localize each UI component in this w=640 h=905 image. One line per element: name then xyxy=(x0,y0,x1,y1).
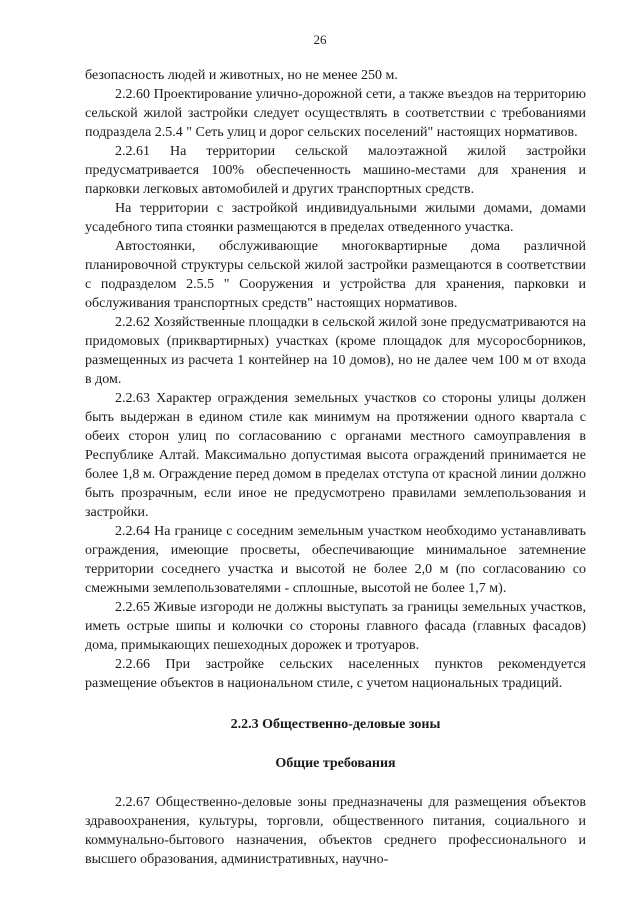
paragraph: 2.2.60 Проектирование улично-дорожной сети, а также въездов на территорию сельской жилой застройки следует осуществлять в соответствии с требованиями подраздела 2.5.4 " Сеть улиц и дорог сельских поселений" настоящих нормативов. xyxy=(85,87,586,140)
paragraph: Автостоянки, обслуживающие многоквартирные дома различной планировочной структуры сельской жилой застройки размещаются в соответствии с подразделом 2.5.5 " Сооружения и устройства для хранения, парковки и обслуживания транспортных средств" настоящих нормативов. xyxy=(85,239,586,311)
paragraph: На территории с застройкой индивидуальными жилыми домами, домами усадебного типа стоянки размещаются в пределах отведенного участка. xyxy=(85,201,586,235)
paragraph: 2.2.62 Хозяйственные площадки в сельской жилой зоне предусматриваются на придомовых (приквартирных) участках (кроме площадок для мусоросборников, размещенных из расчета 1 контейнер на 10 домов), но не далее чем 100 м от входа в дом. xyxy=(85,315,586,387)
page-number: 26 xyxy=(313,32,327,47)
paragraph: безопасность людей и животных, но не менее 250 м. xyxy=(85,68,398,83)
paragraph: 2.2.66 При застройке сельских населенных пунктов рекомендуется размещение объектов в национальном стиле, с учетом национальных традиций. xyxy=(85,657,586,691)
section-heading: 2.2.3 Общественно-деловые зоны xyxy=(230,717,441,732)
paragraph: 2.2.67 Общественно-деловые зоны предназначены для размещения объектов здравоохранения, культуры, торговли, общественного питания, социального и коммунально-бытового назначения, объектов среднего профессионального и высшего образования, административных, научно- xyxy=(85,795,586,867)
paragraph: 2.2.64 На границе с соседним земельным участком необходимо устанавливать ограждения, имеющие просветы, обеспечивающие минимальное затемнение территории соседнего участка и высотой не более 2,0 м (по согласованию со смежными землепользователями - сплошные, высотой не более 1,7 м). xyxy=(85,524,586,596)
paragraph: 2.2.65 Живые изгороди не должны выступать за границы земельных участков, иметь острые шипы и колючки со стороны главного фасада (главных фасадов) дома, примыкающих пешеходных дорожек и тротуаров. xyxy=(85,600,586,653)
paragraph: 2.2.61 На территории сельской малоэтажной жилой застройки предусматривается 100% обеспеченность машино-местами для хранения и парковки легковых автомобилей и других транспортных средств. xyxy=(85,144,586,197)
sub-heading: Общие требования xyxy=(275,756,396,771)
page-body xyxy=(85,66,586,869)
paragraph: 2.2.63 Характер ограждения земельных участков со стороны улицы должен быть выдержан в едином стиле как минимум на протяжении одного квартала с обеих сторон улиц по согласованию с органами местного самоуправления в Республике Алтай. Максимально допустимая высота ограждений принимается не более 1,8 м. Ограждение перед домом в пределах отступа от красной линии должно быть прозрачным, если иное не предусмотрено правилами землепользования и застройки. xyxy=(85,391,586,520)
